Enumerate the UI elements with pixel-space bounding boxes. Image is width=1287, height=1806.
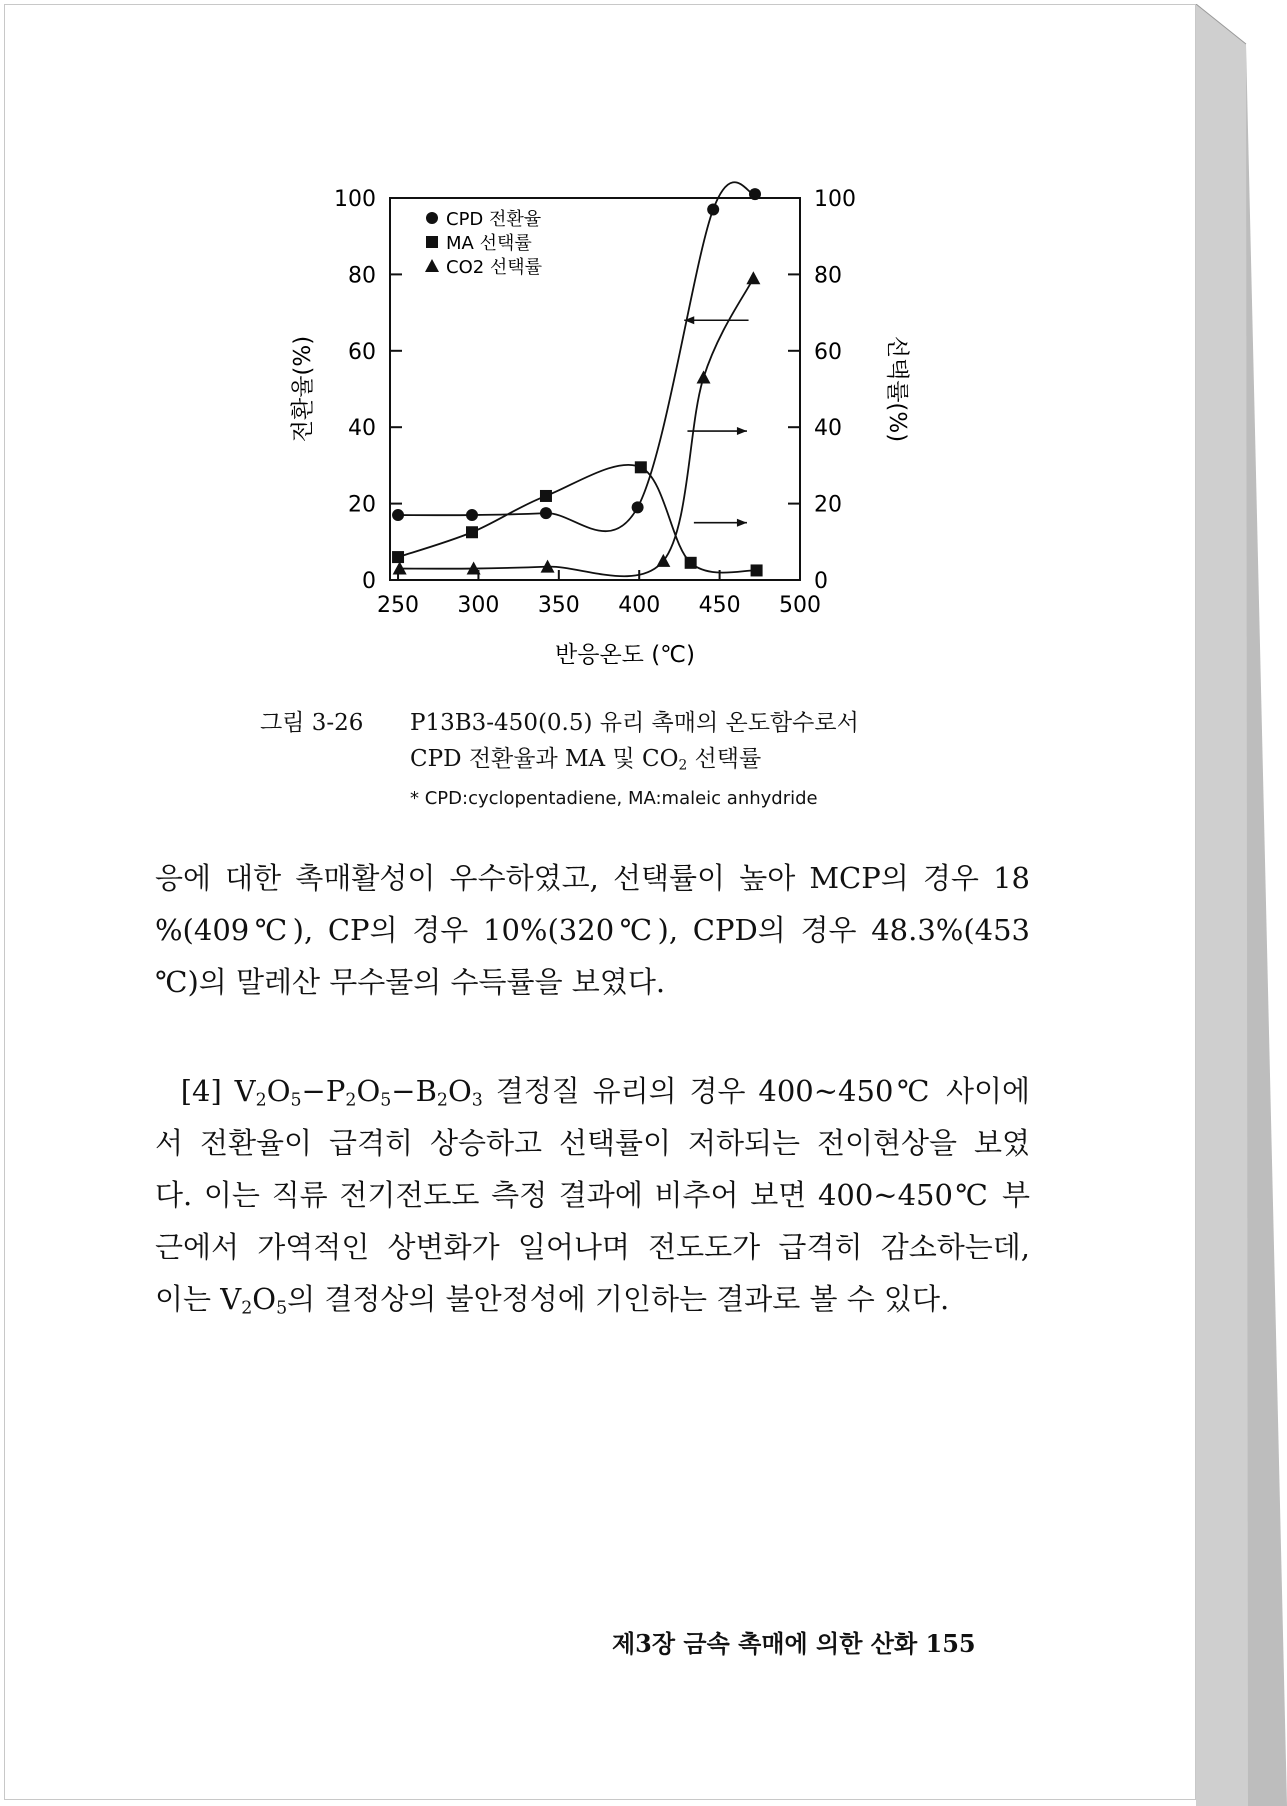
legend-label: MA 선택률 <box>446 233 532 254</box>
caption-line-2: CPD 전환율과 MA 및 $CO_2$ 선택률 <box>410 746 762 774</box>
x-tick-label: 450 <box>698 593 741 618</box>
y-right-axis-label: 선택률(%) <box>884 335 910 443</box>
paragraph-line: 근에서 가역적인 상변화가 일어나며 전도도가 급격히 감소하는데, <box>155 1230 1030 1264</box>
data-point-triangle <box>656 554 670 567</box>
y-right-tick-label: 100 <box>814 187 856 212</box>
data-point-circle <box>540 507 552 519</box>
data-point-square <box>685 557 697 569</box>
paragraph-line: 다. 이는 직류 전기전도도 측정 결과에 비추어 보면 400~450℃ 부 <box>155 1178 1030 1212</box>
paragraph-line: [4] $V_2O_5-P_2O_5-B_2O_3$ 결정질 유리의 경우 400~450℃ 사이에 <box>180 1074 1031 1111</box>
paragraph-line: 이는 $V_2O_5$의 결정상의 불안정성에 기인하는 결과로 볼 수 있다. <box>155 1282 950 1319</box>
paragraph-line: 응에 대한 촉매활성이 우수하였고, 선택률이 높아 MCP의 경우 18 <box>155 861 1030 895</box>
data-point-square <box>392 551 404 563</box>
y-right-tick-label: 0 <box>814 569 828 594</box>
data-point-circle <box>707 203 719 215</box>
y-left-tick-label: 60 <box>348 339 376 365</box>
caption-line-1: P13B3-450(0.5) 유리 촉매의 온도함수로서 <box>410 710 859 736</box>
legend-label: CO2 선택률 <box>446 257 543 278</box>
y-right-tick-label: 60 <box>814 339 842 365</box>
data-point-square <box>540 490 552 502</box>
page-footer: 제3장 금속 촉매에 의한 산화 155 <box>612 1629 976 1658</box>
page-edge-bevel <box>1196 4 1287 1806</box>
data-point-square <box>751 564 763 576</box>
y-left-axis-label: 전환율(%) <box>290 335 316 443</box>
data-point-circle <box>466 509 478 521</box>
data-point-circle <box>632 501 644 513</box>
paragraph-line: 서 전환율이 급격히 상승하고 선택률이 저하되는 전이현상을 보였 <box>155 1126 1030 1160</box>
y-right-tick-label: 40 <box>814 416 842 442</box>
legend-marker <box>426 212 438 224</box>
x-tick-label: 350 <box>537 593 580 618</box>
paragraph-line: %(409℃), CP의 경우 10%(320℃), CPD의 경우 48.3%(453 <box>155 913 1030 947</box>
figure-chart <box>280 180 960 680</box>
legend-marker <box>425 259 439 272</box>
series-line-square <box>398 465 757 573</box>
y-right-tick-label: 20 <box>814 492 842 518</box>
legend-marker <box>426 236 438 248</box>
y-left-tick-label: 40 <box>348 416 376 442</box>
paragraph-line: ℃)의 말레산 무수물의 수득률을 보였다. <box>155 965 666 999</box>
data-point-square <box>635 461 647 473</box>
figure-number: 그림 3-26 <box>260 710 364 736</box>
y-left-tick-label: 20 <box>348 492 376 518</box>
chart-svg <box>280 180 960 680</box>
x-tick-label: 300 <box>457 593 500 618</box>
legend-label: CPD 전환율 <box>446 209 542 230</box>
y-right-tick-label: 80 <box>814 263 842 289</box>
x-axis-label: 반응온도 (℃) <box>555 642 695 668</box>
x-tick-label: 250 <box>377 593 420 618</box>
data-point-circle <box>392 509 404 521</box>
data-point-square <box>466 526 478 538</box>
data-point-triangle <box>746 271 760 284</box>
annotation-arrow-right-head <box>737 427 747 435</box>
y-left-tick-label: 0 <box>362 569 376 594</box>
y-left-tick-label: 80 <box>348 263 376 289</box>
data-point-triangle <box>697 371 711 384</box>
paragraph-2 <box>155 1065 1030 1325</box>
data-point-circle <box>749 188 761 200</box>
x-tick-label: 400 <box>618 593 661 618</box>
x-tick-label: 500 <box>779 593 821 618</box>
caption-note: * CPD:cyclopentadiene, MA:maleic anhydride <box>410 788 818 809</box>
annotation-arrow-right-head <box>737 519 747 527</box>
y-left-tick-label: 100 <box>334 187 376 212</box>
paragraph-1 <box>155 852 1030 1008</box>
series-line-triangle <box>400 278 754 576</box>
